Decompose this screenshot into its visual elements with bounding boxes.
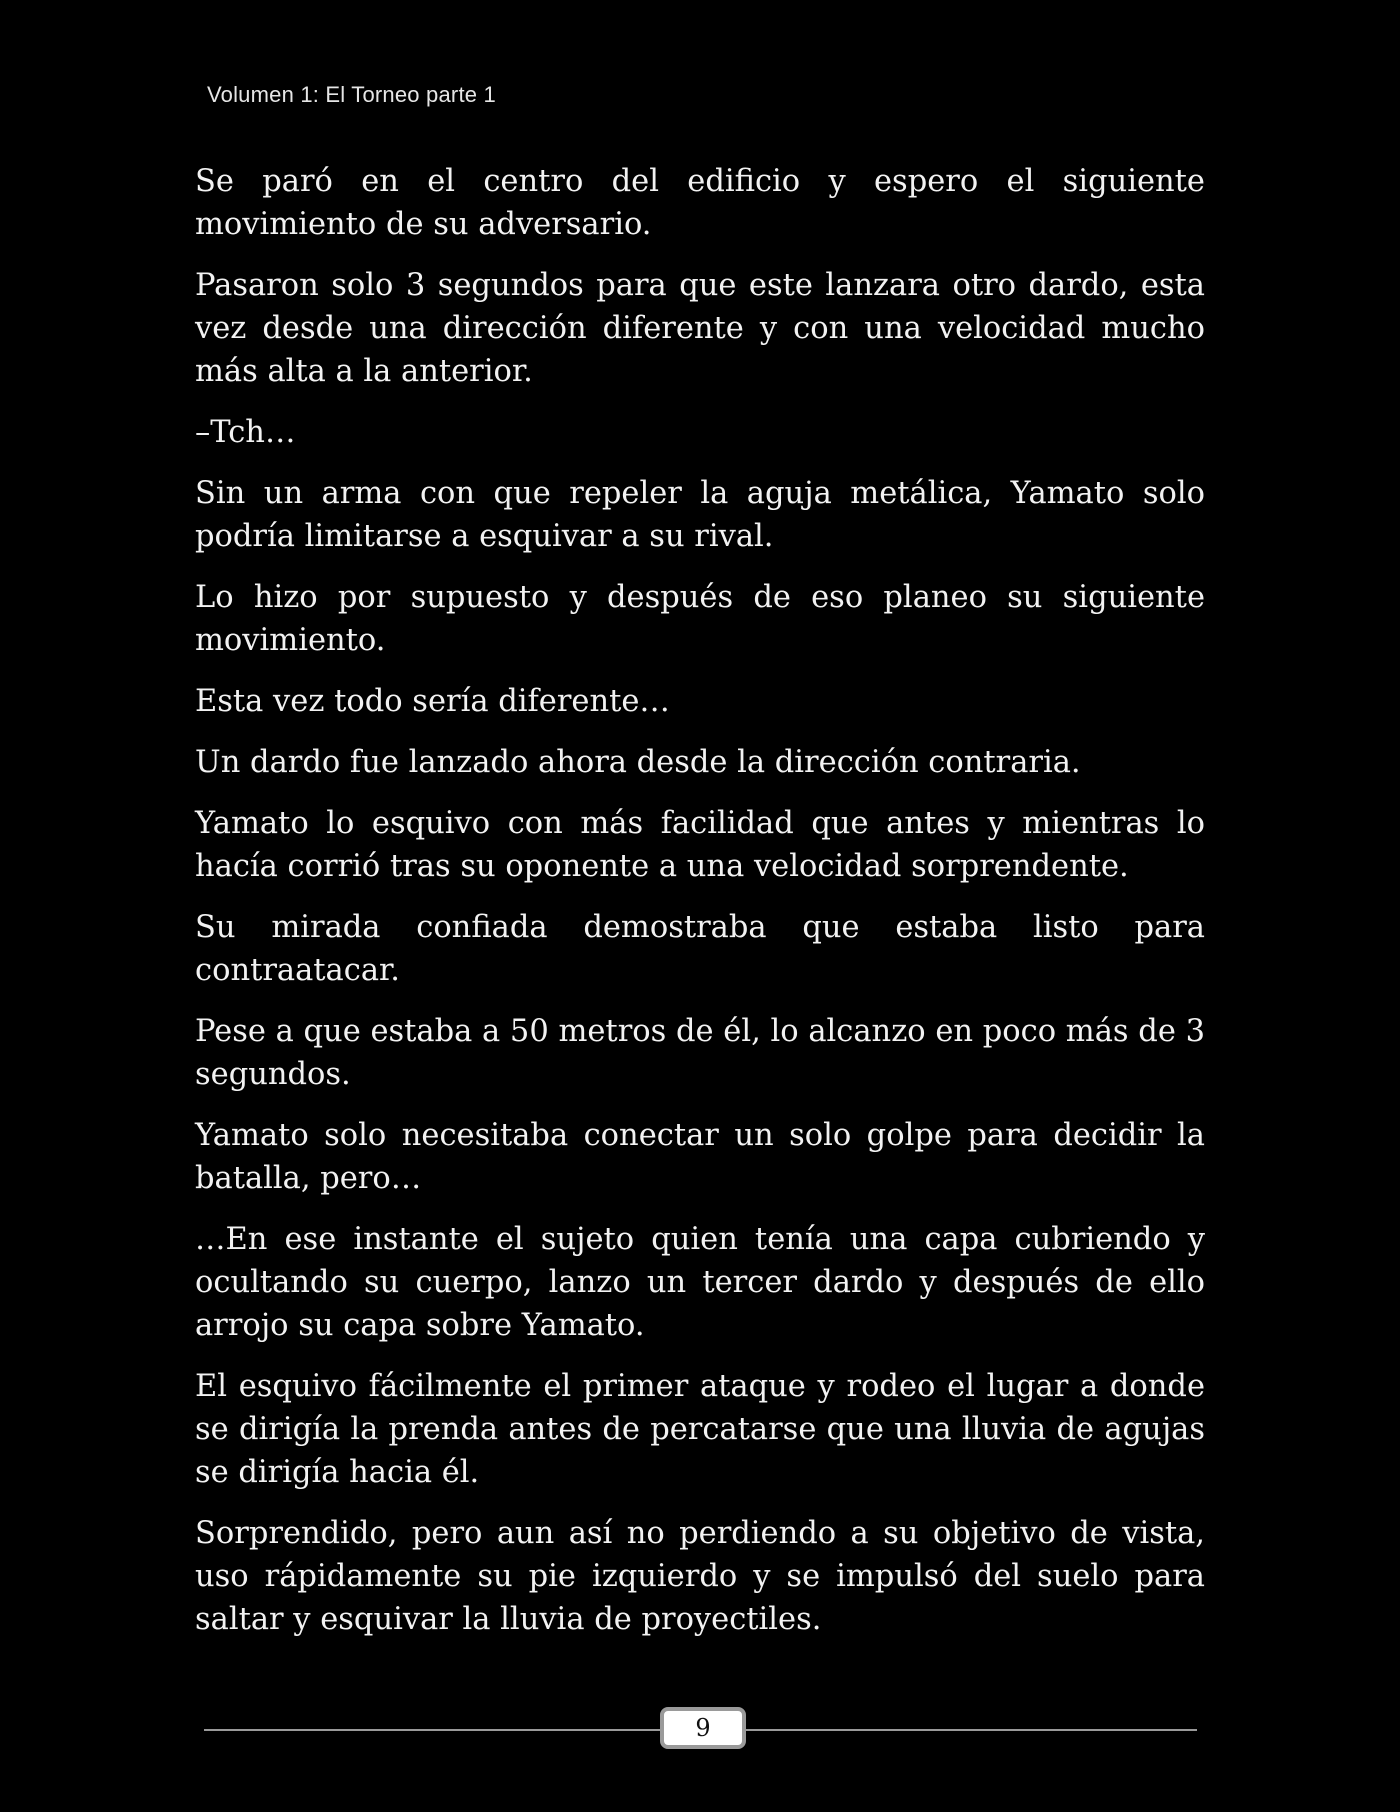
paragraph: Esta vez todo sería diferente… xyxy=(195,684,670,719)
paragraph: Sin un arma con que repeler la aguja metálica, Yamato solo podría limitarse a esquivar a su rival. xyxy=(195,476,1205,554)
paragraph: Se paró en el centro del edificio y espero el siguiente movimiento de su adversario. xyxy=(195,164,1205,242)
footer-rule-left xyxy=(204,1729,660,1731)
paragraph: Un dardo fue lanzado ahora desde la dirección contraria. xyxy=(195,745,1081,780)
paragraph: Sorprendido, pero aun así no perdiendo a su objetivo de vista, uso rápidamente su pie izquierdo y se impulsó del suelo para saltar y esquivar la lluvia de proyectiles. xyxy=(195,1516,1205,1637)
page-number: 9 xyxy=(695,1714,711,1742)
paragraph: Su mirada confiada demostraba que estaba listo para contraatacar. xyxy=(195,910,1205,988)
paragraph: Lo hizo por supuesto y después de eso planeo su siguiente movimiento. xyxy=(195,580,1205,658)
page-number-badge xyxy=(660,1707,746,1749)
paragraph: Yamato solo necesitaba conectar un solo golpe para decidir la batalla, pero… xyxy=(195,1118,1205,1196)
paragraph: …En ese instante el sujeto quien tenía una capa cubriendo y ocultando su cuerpo, lanzo un tercer dardo y después de ello arrojo su capa sobre Yamato. xyxy=(195,1222,1205,1343)
paragraph: Yamato lo esquivo con más facilidad que antes y mientras lo hacía corrió tras su oponente a una velocidad sorprendente. xyxy=(195,806,1205,884)
paragraph: El esquivo fácilmente el primer ataque y rodeo el lugar a donde se dirigía la prenda antes de percatarse que una lluvia de agujas se dirigía hacia él. xyxy=(195,1369,1205,1490)
paragraph: Pasaron solo 3 segundos para que este lanzara otro dardo, esta vez desde una dirección diferente y con una velocidad mucho más alta a la anterior. xyxy=(195,268,1205,389)
body-text xyxy=(195,160,1205,1659)
paragraph: –Tch… xyxy=(195,415,296,450)
footer-rule-right xyxy=(746,1729,1197,1731)
paragraph: Pese a que estaba a 50 metros de él, lo alcanzo en poco más de 3 segundos. xyxy=(195,1014,1205,1092)
running-header-title: Volumen 1: El Torneo parte 1 xyxy=(207,82,496,107)
